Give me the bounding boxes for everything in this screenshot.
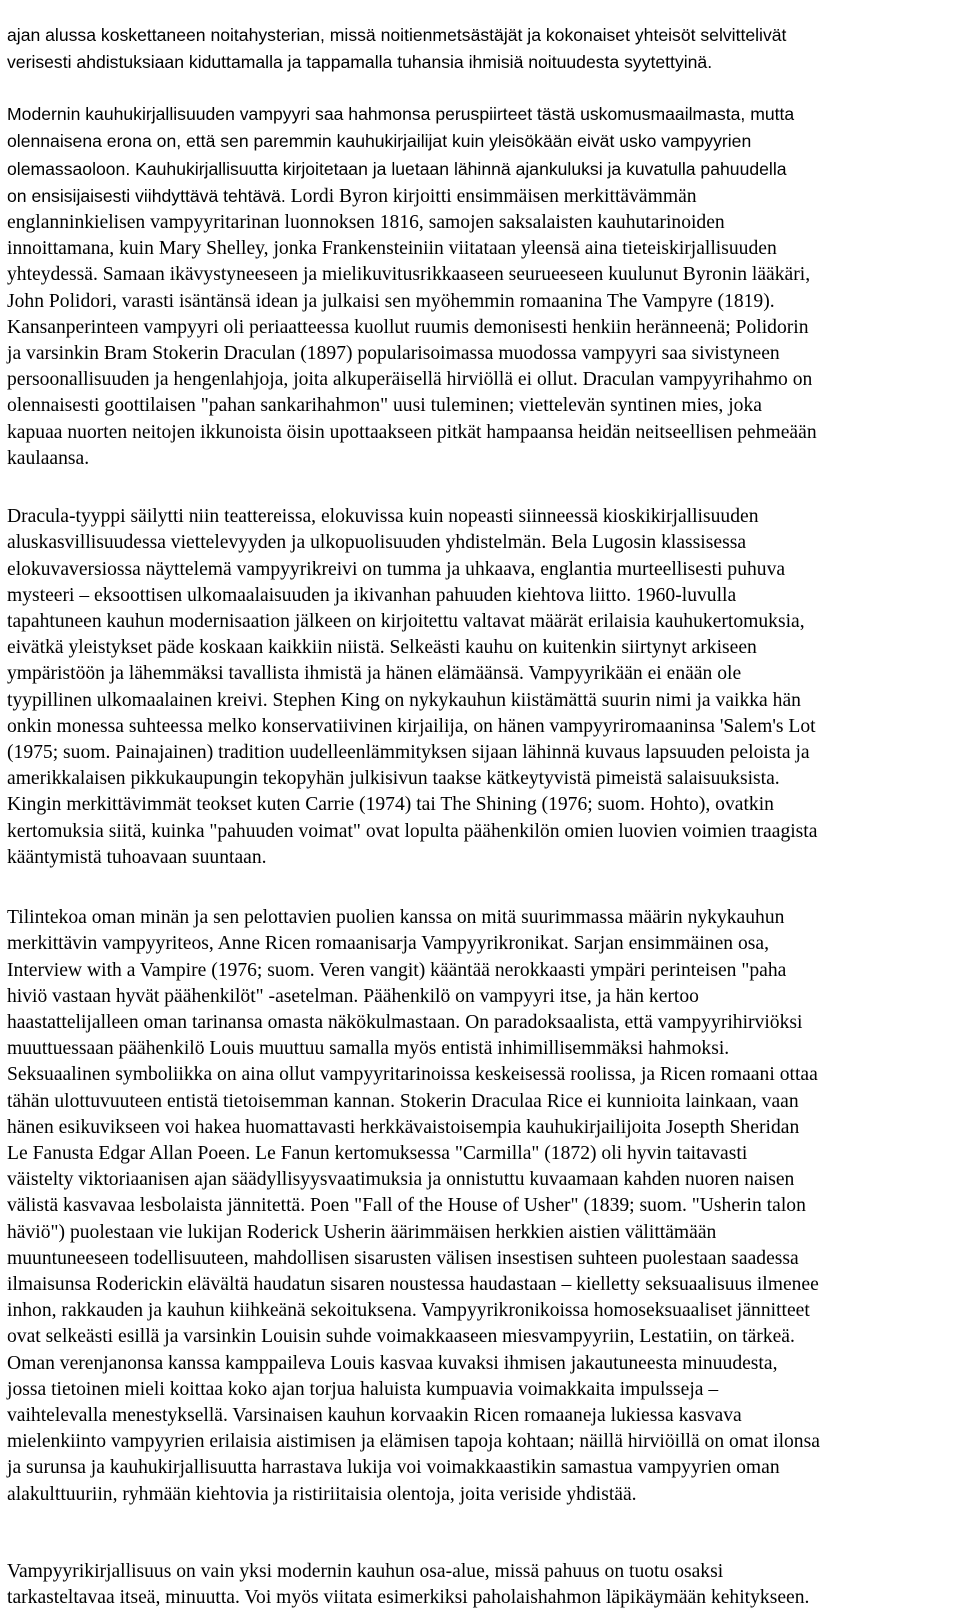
paragraph-4	[7, 879, 820, 1508]
paragraph-1	[7, 0, 786, 77]
paragraph-4-text: Tilintekoa oman minän ja sen pelottavien puolien kanssa on mitä suurimmassa määrin nykykauhun merkittävin vampyyriteos, Anne Ricen romaanisarja Vampyyrikronikat. Sarjan ensimmäinen osa, Interview with a Vampire (1976; suom. Veren vangit) kääntää nerokkaasti ympäri perinteisen "paha hiviö vastaan hyvät päähenkilöt" -asetelman. Päähenkilö on vampyyri itse, ja hän kertoo haastattelijalleen oman tarinansa omasta näkökulmastaan. On paradoksaalista, että vampyyrihirviöksi muuttuessaan päähenkilö Louis muuttuu samalla myös entistä inhimillisemmäksi hahmoksi. Seksuaalinen symboliikka on aina ollut vampyyritarinoissa keskeisessä roolissa, ja Ricen romaani ottaa tähän ulottuvuuteen entistä tietoisemman kannan. Stokerin Draculaa Rice ei kunnioita lainkaan, vaan hänen esikuvikseen voi hakea huomattavasti herkkävaistoisempia kauhukirjailijoita Josepth Sheridan Le Fanusta Edgar Allan Poeen. Le Fanun kertomuksessa "Carmilla" (1872) oli hyvin taitavasti väistelty viktoriaanisen ajan säädyllisyysvaatimuksia ja onnistuttu kuvaamaan kahden nuoren naisen välistä kasvavaa lesbolaista jännitettä. Poen "Fall of the House of Usher" (1839; suom. "Usherin talon häviö") puolestaan vie lukijan Roderick Usherin äärimmäisen herkkien aistien välittämään muuntuneeseen todellisuuteen, mahdollisen sisarusten välisen insestisen suhteen puolestaan saadessa ilmaisunsa Roderickin elävältä haudatun sisaren noustessa haudastaan – kielletty seksuaalisuus ilmenee inhon, rakkauden ja kauhun kiihkeänä sekoituksena. Vampyyrikronikoissa homoseksuaaliset jännitteet ovat selkeästi esillä ja varsinkin Louisin suhde voimakkaaseen miesvampyyriin, Lestatiin, on tärkeä. Oman verenjanonsa kanssa kamppaileva Louis kasvaa kuvaksi ihmisen jakautuneesta minuudesta, jossa tietoinen mieli koittaa koko ajan torjua haluista kumpuavia voimakkaita impulsseja – vaihtelevalla menestyksellä. Varsinaisen kauhun korvaakin Ricen romaaneja lukiessa kasvava mielenkiinto vampyyrien erilaisia aistimisen ja elämisen tapoja kohtaan; näillä hirviöillä on omat ilonsa ja surunsa ja kauhukirjallisuutta harrastava lukija voi voimakkaastikin samastua vampyyrien oman alakulttuuriin, ryhmään kiehtovia ja ristiriitaisia olentoja, joita veriside yhdistää.	[7, 907, 820, 1505]
paragraph-1-text: ajan alussa koskettaneen noitahysterian, missä noitienmetsästäjät ja kokonaiset yhteisöt selvittelivät verisesti ahdistuksiaan kiduttamalla ja tappamalla tuhansia ihmisiä noituudesta syytettyinä.	[7, 25, 787, 73]
paragraph-3	[7, 478, 817, 871]
paragraph-3-text: Dracula-tyyppi säilytti niin teattereissa, elokuvissa kuin nopeasti siinneessä kioskikirjallisuuden aluskasvillisuudessa viettelevyyden ja ulkopuolisuuden yhdistelmän. Bela Lugosin klassisessa elokuvaversiossa näyttelemä vampyyrikreivi on tumma ja uhkaava, englantia murteellisesti puhuva mysteeri – eksoottisen ulkomaalaisuuden ja ikivanhan pahuuden kiehtova liitto. 1960-luvulla tapahtuneen kauhun modernisaation jälkeen on kirjoitettu valtavat määrät erilaisia kauhukertomuksia, eivätkä yleistykset päde koskaan kaikkiin niistä. Selkeästi kauhu on kuitenkin siirtynyt arkiseen ympäristöön ja lähemmäksi tavallista ihmistä ja hänen elämäänsä. Vampyyrikään ei enään ole tyypillinen ulkomaalainen kreivi. Stephen King on nykykauhun kiistämättä suurin nimi ja vaikka hän onkin monessa suhteessa melko konservatiivinen kirjailija, on hänen vampyyriromaaninsa 'Salem's Lot (1975; suom. Painajainen) tradition uudelleenlämmityksen sijaan lähinnä kuvaus lapsuuden peloista ja amerikkalaisen pikkukaupungin tekopyhän julkisivun taakse kätkeytyvistä pimeistä salaisuuksista. Kingin merkittävimmät teokset kuten Carrie (1974) tai The Shining (1976; suom. Hohto), ovatkin kertomuksia siitä, kuinka "pahuuden voimat" ovat lopulta päähenkilön omien luovien voimien traagista kääntymistä tuhoavaan suuntaan.	[7, 506, 818, 868]
paragraph-5-text: Vampyyrikirjallisuus on vain yksi modernin kauhun osa-alue, missä pahuus on tuotu osaksi tarkasteltavaa itseä, minuutta. Voi myös viitata esimerkiksi paholaishahmon läpikäymään kehitykseen.	[7, 1561, 810, 1609]
paragraph-2	[7, 75, 817, 472]
paragraph-2-sans-text: Modernin kauhukirjallisuuden vampyyri saa hahmonsa peruspiirteet tästä uskomusmaailmasta, mutta olennaisena erona on, että sen paremmin kauhukirjailijat kuin yleisökään eivät usko vampyyrien olemassaoloon. Kauhukirjallisuutta kirjoitetaan ja luetaan lähinnä ajankuluksi ja kuvatulla pahuudella on ensisijaisesti viihdyttävä tehtävä.	[7, 104, 795, 206]
paragraph-2-serif-text: Lordi Byron kirjoitti ensimmäisen merkittävämmän englanninkielisen vampyyritarinan luonnoksen 1816, samojen saksalaisten kauhutarinoiden innoittamana, kuin Mary Shelley, jonka Frankensteiniin viitataan yleensä aina tieteiskirjallisuuden yhteydessä. Samaan ikävystyneeseen ja mielikuvitusrikkaaseen seurueeseen kuulunut Byronin lääkäri, John Polidori, varasti isäntänsä idean ja julkaisi sen myöhemmin romaanina The Vampyre (1819). Kansanperinteen vampyyri oli periaatteessa kuollut ruumis demonisesti henkiin heränneenä; Polidorin ja varsinkin Bram Stokerin Draculan (1897) popularisoimassa muodossa vampyyri saa sivistyneen persoonallisuuden ja hengenlahjoja, joita alkuperäisellä hirviöllä ei ollut. Draculan vampyyrihahmo on olennaisesti goottilaisen "pahan sankarihahmon" uusi tuleminen; viettelevän syntinen mies, joka kapuaa nuorten neitojen ikkunoista öisin upottaakseen pitkät hampaansa heidän neitseellisen pehmeään kaulaansa.	[7, 185, 817, 469]
paragraph-5	[7, 1533, 809, 1612]
